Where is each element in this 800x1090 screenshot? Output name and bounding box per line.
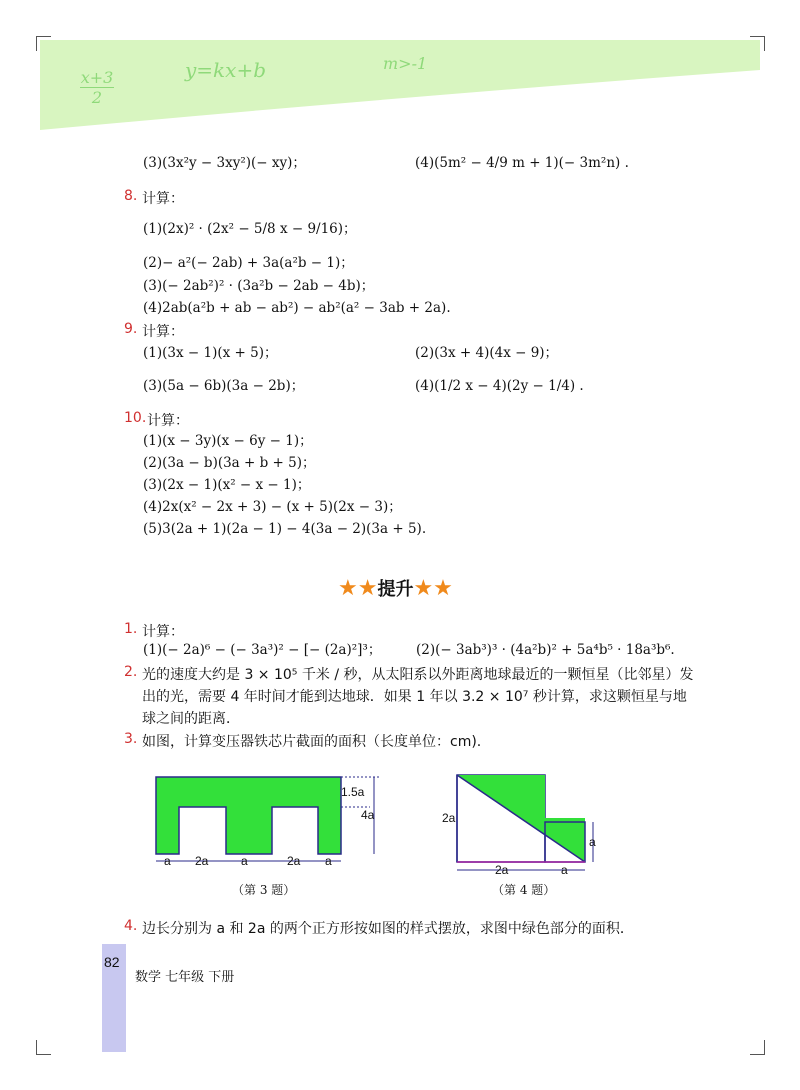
exercise-item: (2)(3a − b)(3a + b + 5)； [143, 455, 316, 471]
exercise-item: (3)(5a − 6b)(3a − 2b)； [143, 378, 305, 394]
book-title: 数学 七年级 下册 [135, 970, 235, 985]
figure-caption: （第 4 题） [492, 883, 556, 897]
question-text-line: 球之间的距离． [142, 711, 240, 727]
exercise-item: (4)(1/2 x − 4)(2y − 1/4) . [415, 378, 584, 394]
exercise-item: (4)2x(x² − 2x + 3) − (x + 5)(2x − 3)； [143, 499, 402, 515]
dimension-label: 2a [442, 811, 456, 825]
crop-mark [750, 1040, 765, 1055]
exercise-item: (1)(x − 3y)(x − 6y − 1)； [143, 433, 313, 449]
question-text-line: 如图，计算变压器铁芯片截面的面积（长度单位：cm). [142, 734, 482, 750]
exercise-item: (1)(3x − 1)(x + 5)； [143, 345, 278, 361]
header-deco: x+3 2 [80, 68, 114, 107]
exercise-item: (2)− a²(− 2ab) + 3a(a²b − 1)； [143, 255, 354, 271]
header-deco: y=kx+b [185, 58, 267, 82]
exercise-item: (1)(− 2a)⁶ − (− 3a³)² − [− (2a)²]³； [143, 642, 382, 658]
crop-mark [36, 1040, 51, 1055]
question-number: 10. [124, 410, 147, 426]
exercise-item: (4)(5m² − 4/9 m + 1)(− 3m²n) . [415, 155, 629, 171]
dimension-label: 2a [287, 854, 301, 868]
dimension-label: a [561, 863, 568, 875]
exercise-item: (3)(2x − 1)(x² − x − 1)； [143, 477, 311, 493]
dimension-label: a [164, 854, 171, 868]
figure-caption: （第 3 题） [232, 883, 296, 897]
question-number: 9. [124, 321, 138, 337]
question-text-line: 光的速度大约是 3 × 10⁵ 千米 / 秒，从太阳系以外距离地球最近的一颗恒星（比邻星）发 [142, 667, 694, 683]
exercise-item: (1)(2x)² · (2x² − 5/8 x − 9/16)； [143, 221, 357, 237]
dimension-label: a [589, 835, 596, 849]
section-title: ★★提升★★ [338, 576, 453, 601]
exercise-item: (2)(− 3ab³)³ · (4a²b)² + 5a⁴b⁵ · 18a³b⁶. [416, 642, 675, 658]
dimension-label: 2a [495, 863, 509, 875]
star-icon: ★★ [413, 576, 453, 601]
question-label: 计算： [142, 191, 184, 207]
dimension-label: a [241, 854, 248, 868]
exercise-item: (4)2ab(a²b + ab − ab²) − ab²(a² − 3ab + 2a). [143, 300, 451, 316]
question-text-line: 边长分别为 a 和 2a 的两个正方形按如图的样式摆放，求图中绿色部分的面积． [142, 921, 634, 937]
star-icon: ★★ [338, 576, 378, 601]
question-label: 计算： [142, 624, 184, 640]
dimension-label: 2a [195, 854, 209, 868]
header-deco: m>-1 [383, 54, 428, 73]
question-number: 4. [124, 918, 138, 934]
question-label: 计算： [142, 324, 184, 340]
question-number: 1. [124, 621, 138, 637]
dimension-label: 4a [361, 808, 375, 822]
exercise-item: (2)(3x + 4)(4x − 9)； [415, 345, 559, 361]
question-number: 3. [124, 731, 138, 747]
exercise-item: (3)(− 2ab²)² · (3a²b − 2ab − 4b)； [143, 278, 375, 294]
page-number: 82 [104, 954, 120, 970]
dimension-label: a [325, 854, 332, 868]
question-number: 8. [124, 188, 138, 204]
exercise-item: (3)(3x²y − 3xy²)(− xy)； [143, 155, 306, 171]
dimension-label: 1.5a [341, 785, 365, 799]
exercise-item: (5)3(2a + 1)(2a − 1) − 4(3a − 2)(3a + 5). [143, 521, 427, 537]
question-number: 2. [124, 664, 138, 680]
figure-4 [435, 765, 615, 875]
question-label: 计算： [147, 413, 189, 429]
figure-3 [140, 765, 400, 875]
question-text-line: 出的光，需要 4 年时间才能到达地球．如果 1 年以 3.2 × 10⁷ 秒计算，求这颗恒星与地 [142, 689, 687, 705]
